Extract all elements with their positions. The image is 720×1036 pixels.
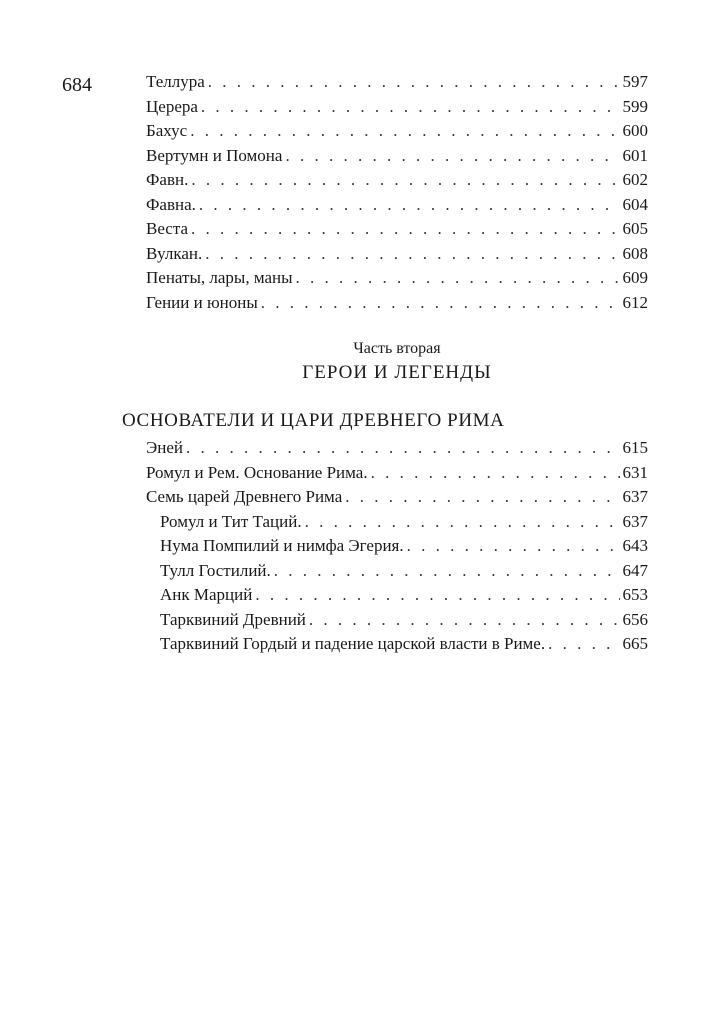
toc-entry[interactable] (146, 144, 648, 169)
leader-dots (205, 242, 619, 267)
toc-list-founders (146, 436, 648, 657)
toc-entry-page: 599 (622, 96, 648, 116)
toc-entry-page: 647 (622, 560, 648, 580)
toc-entry-title: Фавн. (146, 170, 189, 189)
toc-entry-page: 615 (622, 438, 648, 457)
toc-entry-title: Ромул и Тит Таций. (160, 511, 302, 531)
toc-entry-title: Теллура (146, 72, 205, 91)
toc-entry-title: Тарквиний Гордый и падение царской власти в Риме. (160, 634, 546, 653)
toc-entry-page: 608 (622, 243, 648, 263)
leader-dots (345, 485, 619, 510)
toc-entry-title: Нума Помпилий и нимфа Эгерия. (160, 536, 404, 555)
toc-entry-title: Вертумн и Помона (146, 145, 283, 165)
toc-entry[interactable] (146, 242, 648, 267)
toc-entry[interactable] (146, 70, 648, 95)
toc-entry-title: Церера (146, 96, 198, 116)
toc-subentry[interactable] (146, 583, 648, 608)
leader-dots (261, 291, 620, 316)
toc-entry-page: 637 (622, 511, 648, 531)
leader-dots (199, 193, 620, 218)
toc-entry[interactable] (146, 461, 648, 486)
toc-entry-page: 637 (622, 487, 648, 506)
toc-entry[interactable] (146, 266, 648, 291)
leader-dots (191, 217, 619, 242)
toc-entry[interactable] (146, 217, 648, 242)
leader-dots (407, 534, 620, 559)
toc-entry-page: 643 (622, 536, 648, 555)
toc-subentry[interactable] (146, 608, 648, 633)
toc-entry-page: 602 (622, 170, 648, 189)
leader-dots (305, 510, 620, 535)
toc-entry-title: Ромул и Рем. Основание Рима. (146, 462, 368, 482)
toc-entry[interactable] (146, 436, 648, 461)
toc-entry-title: Семь царей Древнего Рима (146, 487, 343, 506)
toc-entry[interactable] (146, 119, 648, 144)
toc-entry-page: 609 (622, 268, 648, 287)
toc-entry-title: Тарквиний Древний (160, 609, 306, 629)
leader-dots (285, 144, 619, 169)
toc-entry[interactable] (146, 193, 648, 218)
toc-entry-title: Веста (146, 219, 189, 238)
leader-dots (548, 632, 619, 657)
toc-entry-page: 665 (622, 634, 648, 653)
leader-dots (186, 436, 620, 461)
toc-entry[interactable] (146, 485, 648, 510)
toc-subentry[interactable] (146, 534, 648, 559)
leader-dots (296, 266, 620, 291)
toc-entry-title: Анк Марций (160, 585, 253, 604)
leader-dots (274, 559, 620, 584)
toc-entry-title: Пенаты, лары, маны (146, 268, 293, 287)
toc-entry-title: Тулл Гостилий. (160, 560, 271, 580)
toc-entry-title: Вулкан. (146, 243, 203, 263)
part-caption: Часть вторая (353, 340, 441, 357)
leader-dots (255, 583, 619, 608)
leader-dots (371, 461, 620, 486)
leader-dots (190, 119, 619, 144)
toc-subentry[interactable] (146, 510, 648, 535)
toc-entry-page: 656 (622, 609, 648, 629)
toc-entry-page: 612 (622, 292, 648, 312)
toc-subentry[interactable] (146, 559, 648, 584)
toc-entry-page: 605 (622, 219, 648, 238)
toc-entry-page: 631 (622, 462, 648, 482)
leader-dots (201, 95, 620, 120)
page-number: 684 (62, 74, 92, 96)
toc-entry[interactable] (146, 291, 648, 316)
toc-entry[interactable] (146, 168, 648, 193)
toc-entry-page: 604 (622, 194, 648, 214)
toc-entry-title: Гении и юноны (146, 292, 258, 312)
part-title: ГЕРОИ И ЛЕГЕНДЫ (302, 362, 492, 383)
toc-entry-page: 600 (622, 121, 648, 140)
toc-entry-title: Эней (146, 438, 183, 457)
leader-dots (208, 70, 620, 95)
toc-entry-page: 597 (622, 72, 648, 91)
leader-dots (309, 608, 620, 633)
toc-entry-title: Бахус (146, 121, 188, 140)
toc-entry-page: 653 (622, 585, 648, 604)
leader-dots (191, 168, 619, 193)
toc-entry[interactable] (146, 95, 648, 120)
toc-entry-page: 601 (622, 145, 648, 165)
toc-list-gods (146, 70, 648, 315)
section-title: ОСНОВАТЕЛИ И ЦАРИ ДРЕВНЕГО РИМА (122, 410, 505, 431)
toc-entry-title: Фавна. (146, 194, 196, 214)
toc-subentry[interactable] (146, 632, 648, 657)
